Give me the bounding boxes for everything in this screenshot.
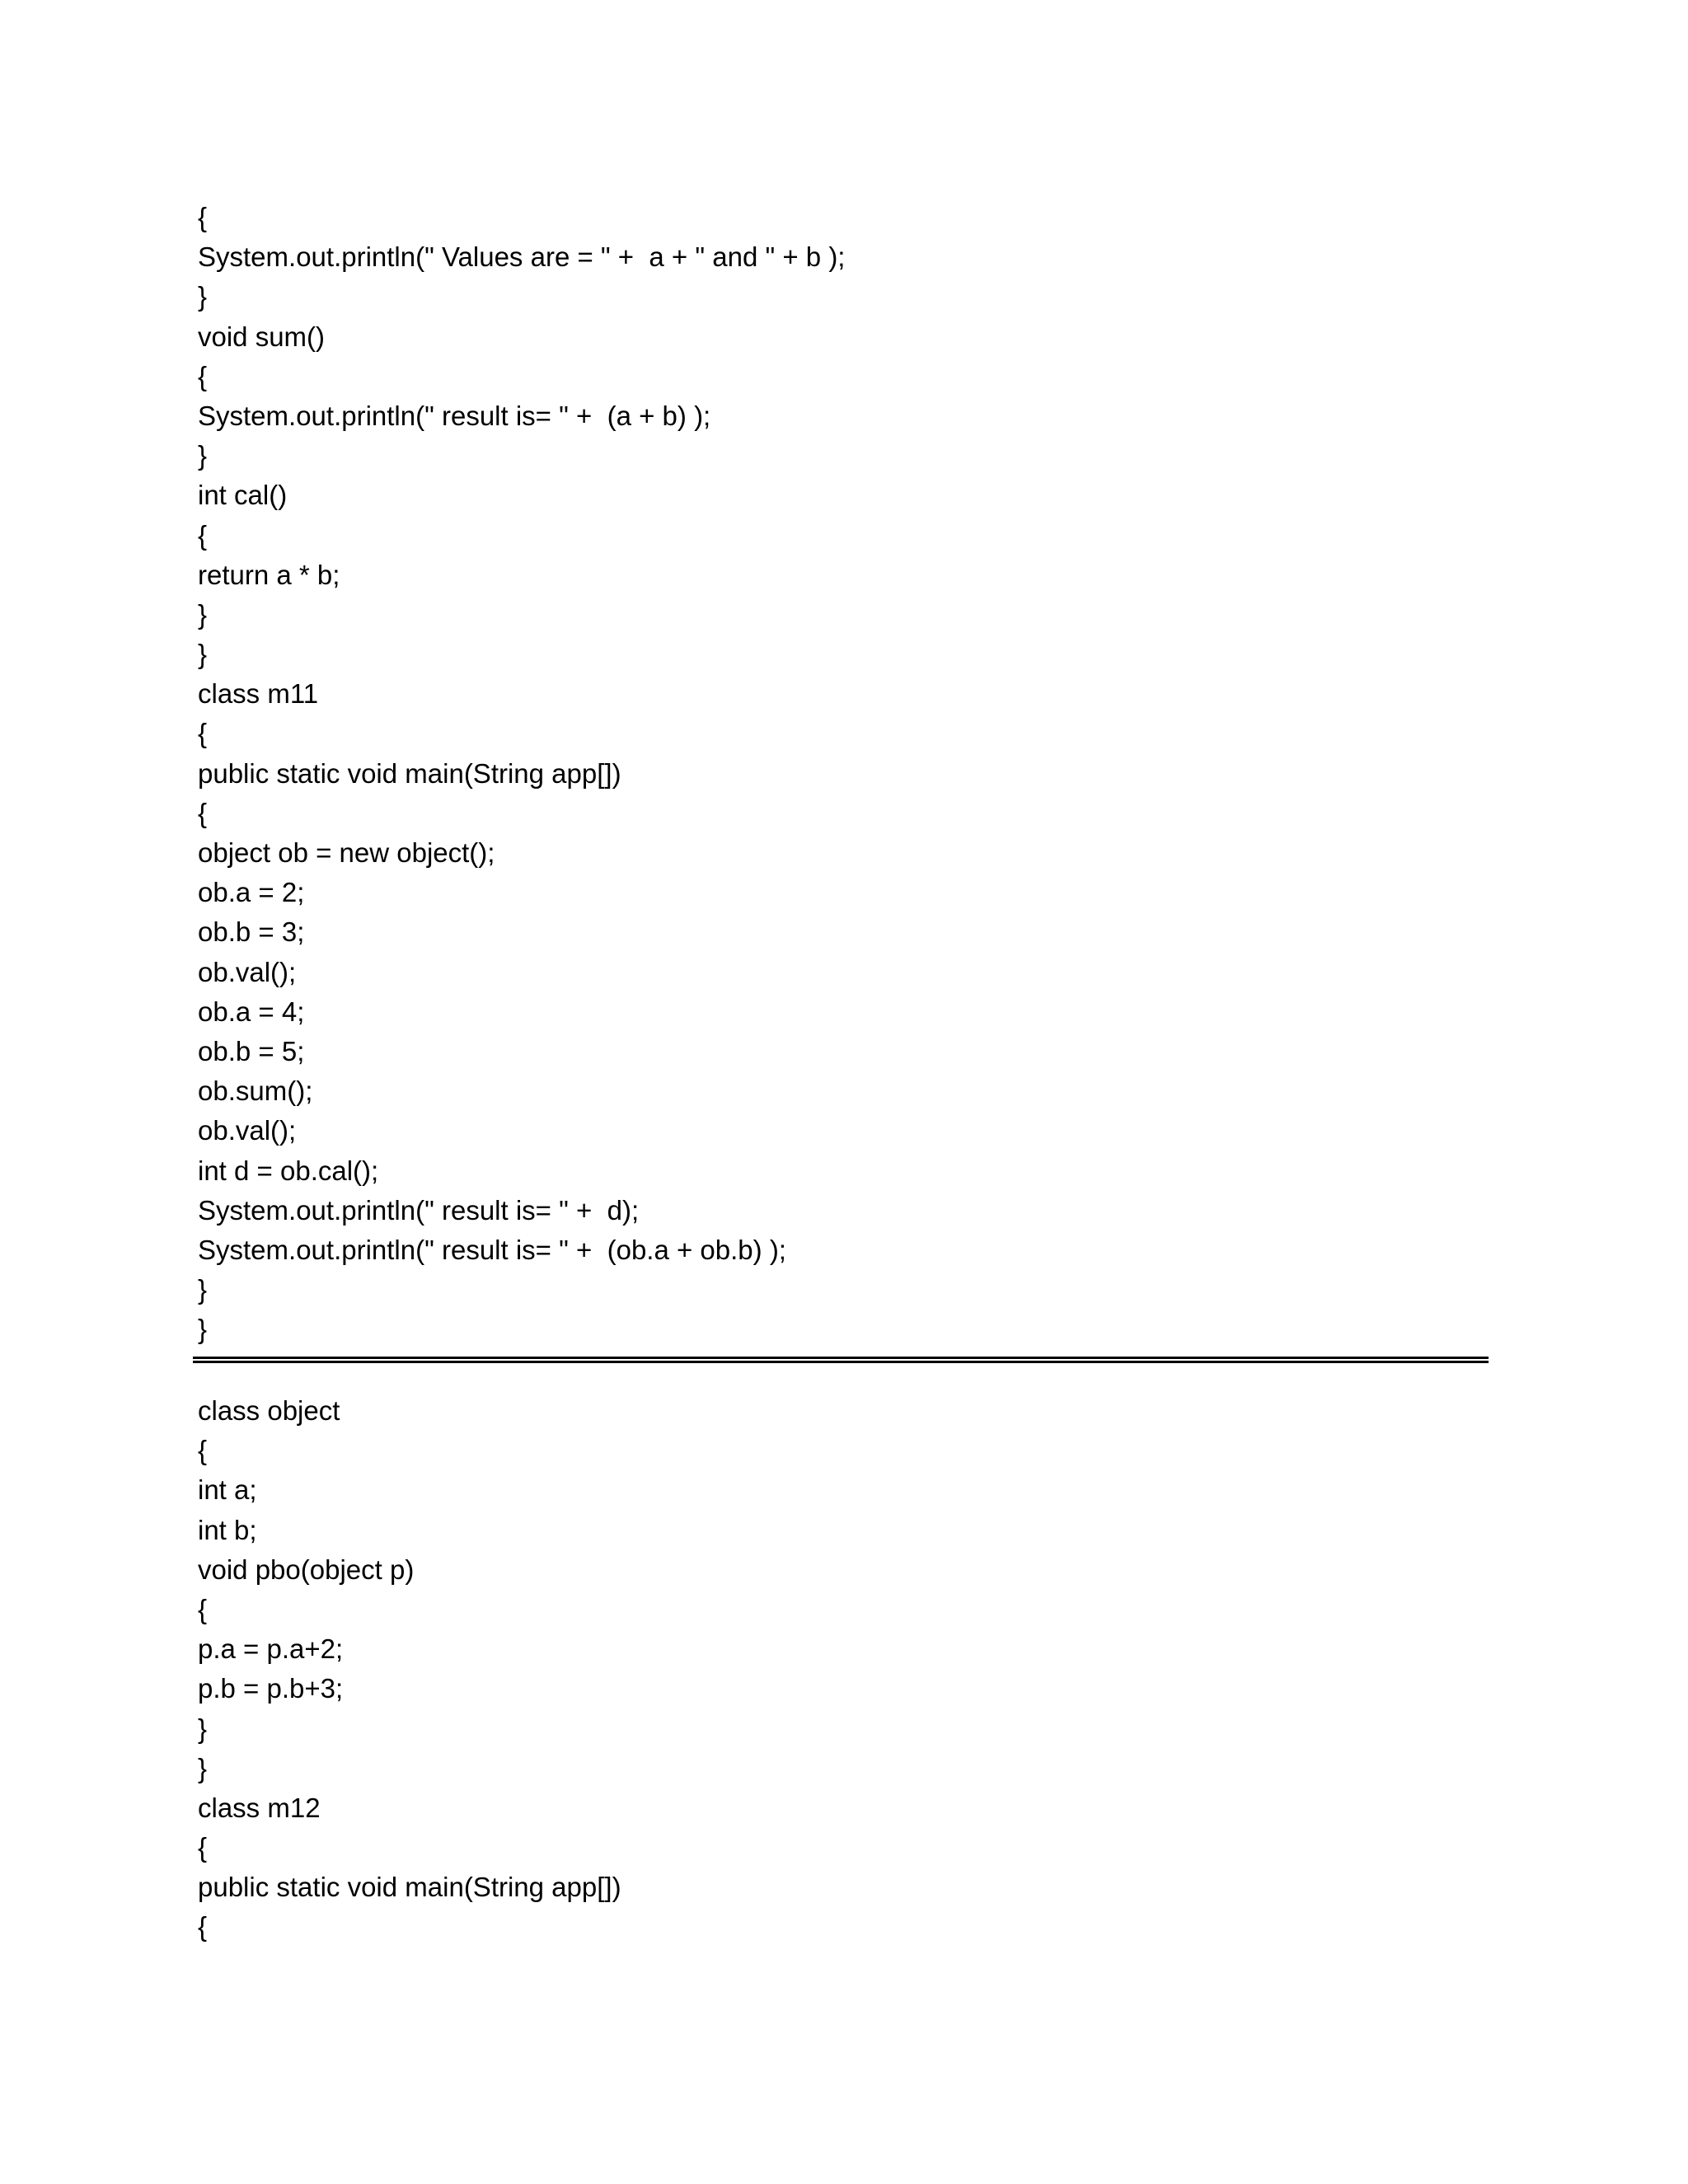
code-line: public static void main(String app[])	[198, 1872, 621, 1903]
code-line: }	[198, 1314, 208, 1345]
code-line: class m12	[198, 1792, 321, 1823]
code-line: }	[198, 598, 208, 630]
code-line: }	[198, 639, 208, 670]
code-line: ob.b = 3;	[198, 916, 305, 948]
code-line: void sum()	[198, 321, 326, 352]
code-line: }	[198, 1752, 208, 1783]
code-line: ob.a = 2;	[198, 877, 305, 908]
code-line: {	[198, 797, 208, 828]
code-line: ob.a = 4;	[198, 996, 305, 1027]
code-line: ob.b = 5;	[198, 1035, 305, 1066]
code-line: int a;	[198, 1474, 257, 1506]
code-line: ob.val();	[198, 956, 297, 987]
code-line: }	[198, 1713, 208, 1744]
code-line: }	[198, 281, 208, 312]
code-line: {	[198, 1832, 208, 1863]
code-line: }	[198, 1274, 208, 1305]
code-line: ob.sum();	[198, 1076, 313, 1107]
code-line: {	[198, 1593, 208, 1624]
code-line: {	[198, 202, 208, 232]
code-line: System.out.println(" result is= " + (a + b) );	[198, 400, 711, 431]
code-line: int b;	[198, 1514, 257, 1545]
code-line: object ob = new object();	[198, 837, 495, 868]
code-line: class object	[198, 1395, 340, 1426]
code-line: void pbo(object p)	[198, 1554, 415, 1585]
code-line: class m11	[198, 678, 319, 710]
code-line: int cal()	[198, 480, 288, 511]
code-section-1	[198, 198, 845, 1349]
code-line: int d = ob.cal();	[198, 1155, 379, 1186]
code-line: System.out.println(" result is= " + (ob.a + ob.b) );	[198, 1234, 786, 1265]
code-line: System.out.println(" Values are = " + a + " and " + b );	[198, 241, 846, 273]
code-line: ob.val();	[198, 1115, 297, 1146]
code-line: }	[198, 440, 208, 471]
code-line: {	[198, 519, 208, 551]
code-line: {	[198, 1911, 208, 1943]
section-divider	[193, 1357, 1489, 1363]
code-line: p.b = p.b+3;	[198, 1673, 344, 1704]
code-section-2	[198, 1391, 621, 1947]
code-line: {	[198, 718, 208, 749]
code-line: public static void main(String app[])	[198, 757, 621, 789]
code-line: System.out.println(" result is= " + d);	[198, 1194, 640, 1226]
code-line: {	[198, 360, 208, 391]
code-line: return a * b;	[198, 559, 340, 590]
code-line: p.a = p.a+2;	[198, 1633, 344, 1665]
code-line: {	[198, 1435, 208, 1466]
